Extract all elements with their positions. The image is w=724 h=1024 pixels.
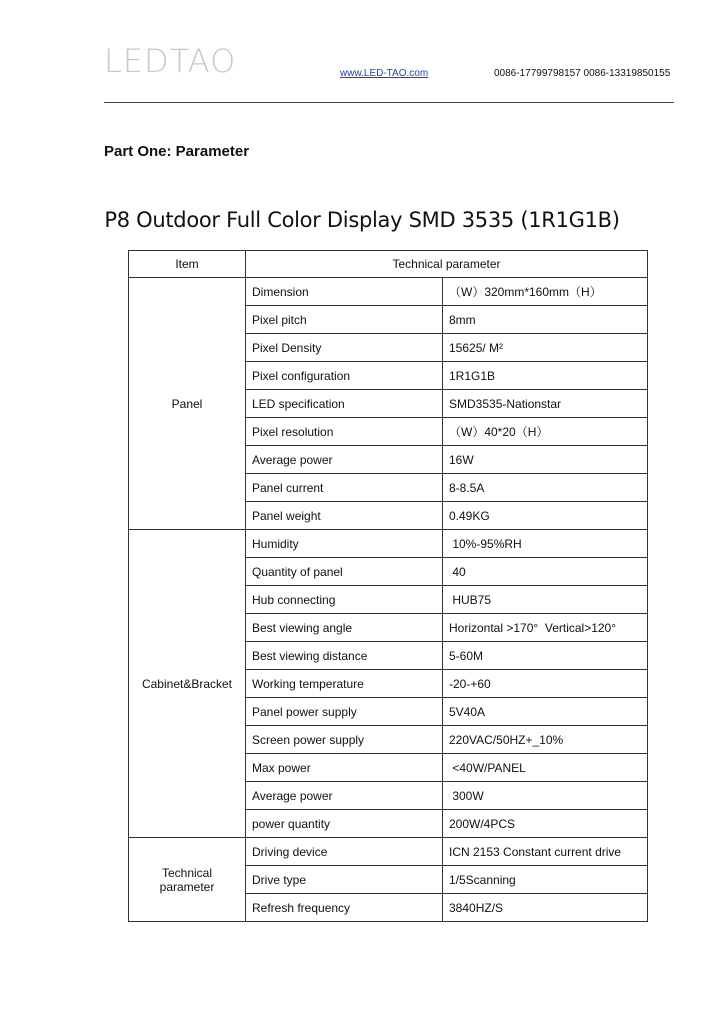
param-value: 5V40A bbox=[443, 698, 648, 726]
param-value: ICN 2153 Constant current drive bbox=[443, 838, 648, 866]
param-name: Average power bbox=[246, 446, 443, 474]
param-value: （W）320mm*160mm（H） bbox=[443, 278, 648, 306]
param-value: 3840HZ/S bbox=[443, 894, 648, 922]
param-value: 1R1G1B bbox=[443, 362, 648, 390]
param-name: Screen power supply bbox=[246, 726, 443, 754]
param-value: 8-8.5A bbox=[443, 474, 648, 502]
document-title bbox=[0, 208, 724, 232]
param-value: 0.49KG bbox=[443, 502, 648, 530]
param-name: power quantity bbox=[246, 810, 443, 838]
param-value: -20-+60 bbox=[443, 670, 648, 698]
param-name: Dimension bbox=[246, 278, 443, 306]
param-value: <40W/PANEL bbox=[443, 754, 648, 782]
param-name: LED specification bbox=[246, 390, 443, 418]
param-name: Pixel configuration bbox=[246, 362, 443, 390]
param-value: SMD3535-Nationstar bbox=[443, 390, 648, 418]
param-value: 220VAC/50HZ+_10% bbox=[443, 726, 648, 754]
param-name: Quantity of panel bbox=[246, 558, 443, 586]
param-name: Best viewing angle bbox=[246, 614, 443, 642]
table-row bbox=[129, 530, 648, 558]
param-name: Panel current bbox=[246, 474, 443, 502]
param-name: Best viewing distance bbox=[246, 642, 443, 670]
param-value: HUB75 bbox=[443, 586, 648, 614]
param-name: Refresh frequency bbox=[246, 894, 443, 922]
param-name: Working temperature bbox=[246, 670, 443, 698]
param-name: Max power bbox=[246, 754, 443, 782]
param-name: Panel weight bbox=[246, 502, 443, 530]
param-name: Hub connecting bbox=[246, 586, 443, 614]
header-divider bbox=[104, 102, 674, 103]
param-value: 40 bbox=[443, 558, 648, 586]
param-value: Horizontal >170° Vertical>120° bbox=[443, 614, 648, 642]
param-name: Humidity bbox=[246, 530, 443, 558]
param-name: Pixel pitch bbox=[246, 306, 443, 334]
param-value: 5-60M bbox=[443, 642, 648, 670]
table-header-row bbox=[129, 251, 648, 278]
group-label: Cabinet&Bracket bbox=[129, 530, 246, 838]
document-title-text: P8 Outdoor Full Color Display SMD 3535 (1R1G1B) bbox=[104, 208, 620, 232]
table-row bbox=[129, 838, 648, 866]
phone-numbers: 0086-17799798157 0086-13319850155 bbox=[494, 68, 671, 79]
param-value: 1/5Scanning bbox=[443, 866, 648, 894]
table-body bbox=[129, 278, 648, 922]
table-row bbox=[129, 278, 648, 306]
param-name: Pixel resolution bbox=[246, 418, 443, 446]
header-technical-parameter: Technical parameter bbox=[246, 251, 648, 278]
param-name: Pixel Density bbox=[246, 334, 443, 362]
ledtao-logo: LEDTAO bbox=[104, 42, 237, 80]
param-name: Panel power supply bbox=[246, 698, 443, 726]
param-value: 16W bbox=[443, 446, 648, 474]
website-link[interactable]: www.LED-TAO.com bbox=[340, 68, 429, 79]
group-label: Technical parameter bbox=[129, 838, 246, 922]
param-value: 8mm bbox=[443, 306, 648, 334]
param-name: Drive type bbox=[246, 866, 443, 894]
param-value: 300W bbox=[443, 782, 648, 810]
param-value: （W）40*20（H） bbox=[443, 418, 648, 446]
param-name: Average power bbox=[246, 782, 443, 810]
group-label: Panel bbox=[129, 278, 246, 530]
section-title: Part One: Parameter bbox=[104, 143, 250, 160]
param-value: 15625/ M² bbox=[443, 334, 648, 362]
param-value: 10%-95%RH bbox=[443, 530, 648, 558]
specification-table bbox=[128, 250, 648, 922]
param-value: 200W/4PCS bbox=[443, 810, 648, 838]
header-item: Item bbox=[129, 251, 246, 278]
param-name: Driving device bbox=[246, 838, 443, 866]
